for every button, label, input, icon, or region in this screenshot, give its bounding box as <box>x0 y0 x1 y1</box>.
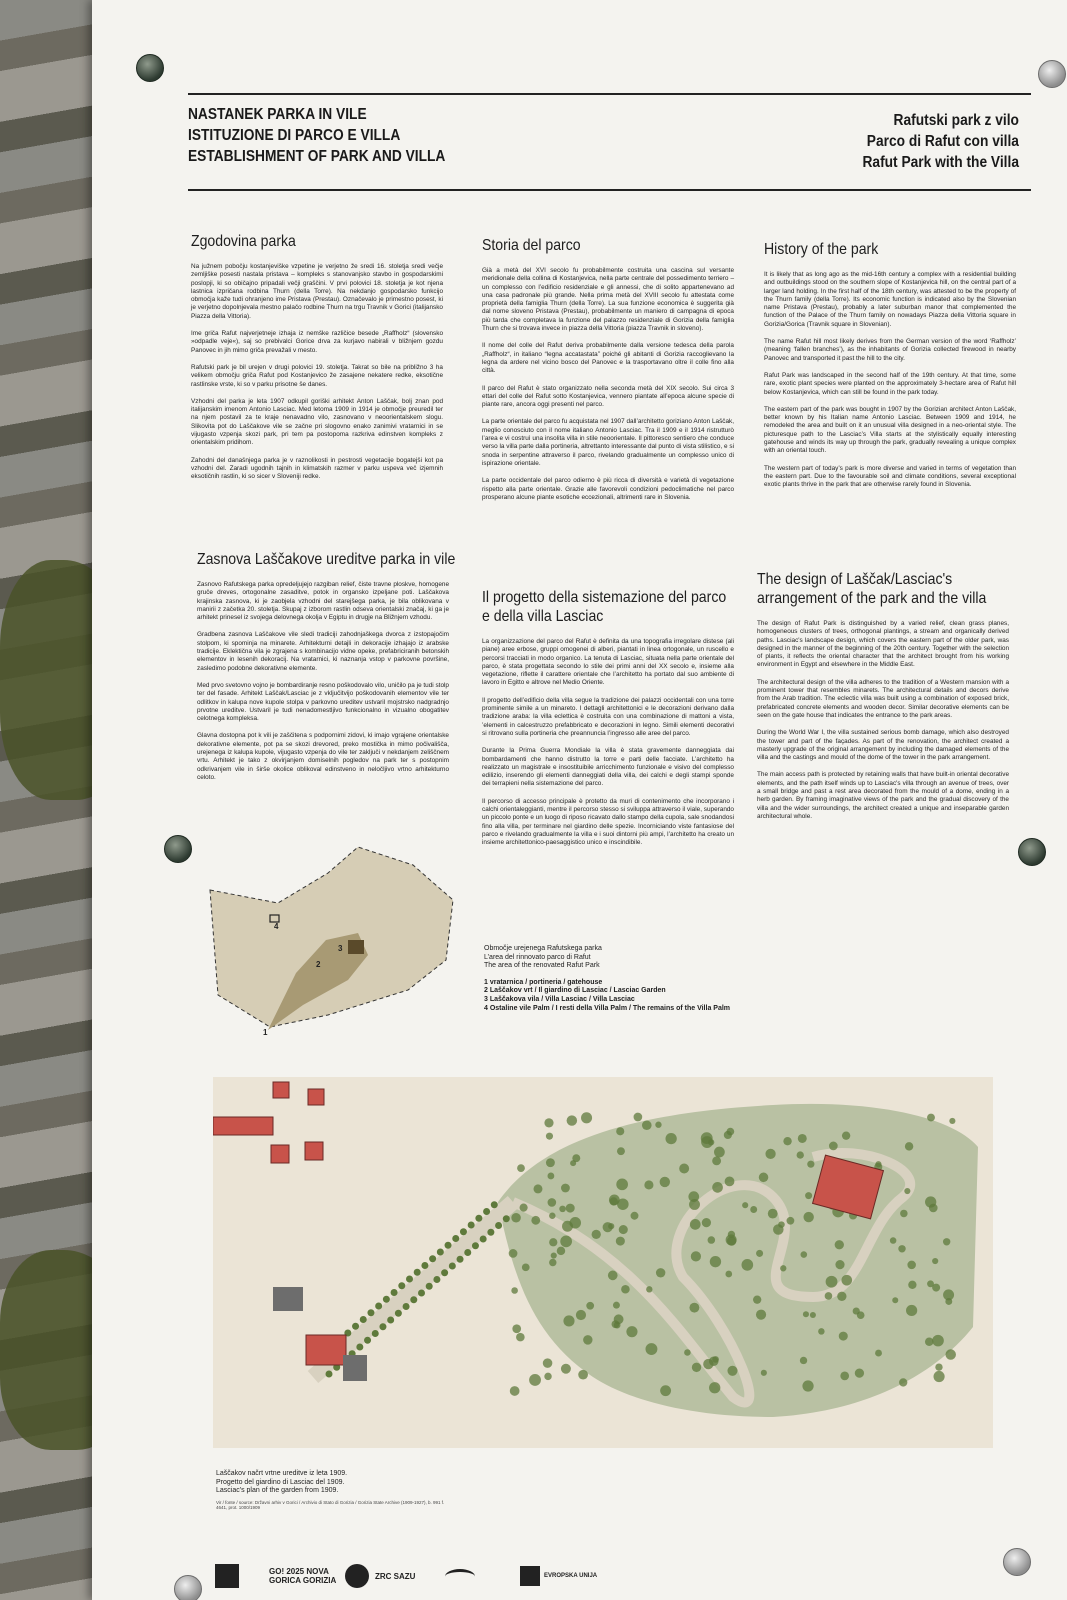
logo-zrc-sazu <box>345 1560 415 1592</box>
plan-tree <box>835 1260 844 1269</box>
plan-tree <box>810 1312 816 1318</box>
plan-avenue-tree <box>421 1262 428 1269</box>
paragraph: Durante la Prima Guerra Mondiale la villa è stata gravemente danneggiata dai bombardamenti che hanno distrutto la torre e parti delle facciate. L’architetto ha realizzato un magistrale e insostituibile arricchimento funzionale e visivo del complesso edilizio, inserendo gli elementi danneggiati della villa, dei calchi e degli stampi sponde dei terrapieni nella sistemazione del parco. <box>482 747 734 788</box>
plan-avenue-tree <box>472 1242 479 1249</box>
plan-tree <box>592 1230 601 1239</box>
plan-avenue-tree <box>457 1256 464 1263</box>
plan-avenue-tree <box>475 1215 482 1222</box>
plan-tree <box>692 1363 701 1372</box>
plan-tree <box>689 1199 700 1210</box>
plan-tree <box>634 1113 643 1122</box>
plan-tree <box>510 1386 520 1396</box>
section-heading: History of the park <box>764 241 879 258</box>
plan-tree <box>566 1204 575 1213</box>
plan-tree <box>759 1173 769 1183</box>
plan-avenue-tree <box>491 1201 498 1208</box>
plan-tree <box>778 1221 785 1228</box>
plan-tree <box>522 1263 530 1271</box>
plan-tree <box>712 1156 721 1165</box>
plan-tree <box>702 1218 711 1227</box>
plan-tree <box>840 1372 849 1381</box>
header-rule-top <box>188 93 1031 95</box>
plan-tree <box>907 1261 916 1270</box>
paragraph: Zasnovo Rafutskega parka opredeljujejo razgiban relief, čiste travne ploskve, homogene gruče dreves, ortogonalne zasaditve, potok in organsko izpeljane poti. Laščakova krajinska zasnova, ki je zaobjela vzhodni del starejšega parka, je bila oblikovana v manirii z začetka 20. stoletja. Skupaj z izborom rastlin odseva orientalski značaj, ki ga je arhitekt prinesel iz svojega delovnega okolja v Egiptu in drugje na Bližnjem vzhodu. <box>197 581 449 622</box>
paragraph: The architectural design of the villa adheres to the tradition of a Western mansion with a prominent tower that resembles minarets. The architectural details and decors derive from the Arab tradition. The eclectic villa was built using a combination of exposed brick, prefabricated concrete elements and wooden decor. Similar decorative elements can be seen on the gate house that indicates the entrance to the park areas. <box>757 678 1009 719</box>
plan-tree <box>619 1225 628 1234</box>
plan-avenue-tree <box>410 1296 417 1303</box>
plan-tree <box>780 1265 786 1271</box>
plan-tree <box>551 1252 557 1258</box>
plan-tree <box>906 1305 917 1316</box>
plan-gatehouse <box>306 1335 346 1365</box>
plan-tree <box>725 1176 735 1186</box>
plan-tree <box>905 1142 913 1150</box>
plan-avenue-tree <box>441 1269 448 1276</box>
plan-building <box>273 1082 289 1098</box>
legend-item: 3 Laščakova vila / Villa Lasciac / Villa Lasciac <box>484 995 635 1003</box>
logo-text: EVROPSKA UNIJA <box>544 1573 598 1579</box>
plan-tree <box>614 1314 624 1324</box>
paragraph: La parte occidentale del parco odierno è più ricca di diversità e varietà di vegetazione rispetto alla parte orientale. Grazie alle favorevoli condizioni pedoclimatiche nel parco prosperano alcune piante esotiche eccezionali, altrimenti rare in Slovenia. <box>482 477 734 501</box>
plan-tree <box>927 1280 934 1287</box>
plan-tree <box>908 1281 916 1289</box>
plan-avenue-tree <box>426 1283 433 1290</box>
plan-tree <box>548 1198 557 1207</box>
plan-tree <box>798 1134 807 1143</box>
map-legend <box>484 945 774 1013</box>
plan-tree <box>701 1132 713 1144</box>
plan-tree <box>875 1350 882 1357</box>
park-area-shape <box>210 847 453 1027</box>
plan-tree <box>703 1359 713 1369</box>
paragraph: Vzhodni del parka je leta 1907 odkupil goriški arhitekt Anton Laščak, bolj znan pod italijanskim imenom Antonio Lasciac. Med letoma 1909 in 1914 je območje preuredil ter na njem postavil za te kraje nenavadno vilo, zasnovano v neoorientalskem slogu. Slikovita pot do Laščakove vile se začne pri slogovno enako zanimivi vratarnici in se vijugasto vzpenja skozi park, pri tem pa postopoma razkriva edinstven kompleks z orientalskim pridihom. <box>191 397 443 447</box>
plan-tree <box>646 1286 652 1292</box>
plan-tree <box>690 1219 701 1230</box>
plan-tree <box>576 1310 586 1320</box>
bolt-icon <box>174 1575 202 1600</box>
bolt-icon <box>1003 1548 1031 1576</box>
plan-tree <box>531 1216 540 1225</box>
plan-avenue-tree <box>468 1222 475 1229</box>
arch-logo-icon <box>445 1569 475 1584</box>
paragraph: The main access path is protected by retaining walls that have built-in oriental decorative elements, and the path itself winds up to Lasciac's villa through an avenue of trees, over a small bridge and past a rest area decorated from the mould of a dome, ending in a herb garden. By framing imaginative views of the park and the gradual discovery of the villa and the wider surroundings, the architect created a unique and inseparable garden architectural whole. <box>757 771 1009 820</box>
plan-tree <box>927 1114 935 1122</box>
plan-tree <box>725 1271 732 1278</box>
plan-tree <box>617 1147 625 1155</box>
plan-tree <box>837 1292 846 1301</box>
plan-tree <box>900 1210 907 1217</box>
plan-tree <box>945 1298 952 1305</box>
plan-avenue-tree <box>364 1337 371 1344</box>
plan-avenue-tree <box>379 1323 386 1330</box>
plan-tree <box>949 1118 955 1124</box>
paragraph: Gradbena zasnova Laščakove vile sledi tradiciji zahodnjaškega dvorca z izstopajočim stolpom, ki spominja na minarete. Arhitekturni detajli in dekoracije izhajajo iz arabske tradicije. Eklektična vila je zgrajena s kombinacijo vidne opeke, prefabriciranih betonskih elementov in lesenih dekoracij. Na vratarnici, ki naznanja vstop v parkovne površine, zasledimo podobne dekorativne elemente. <box>197 631 449 672</box>
paragraph: Il progetto dell’edificio della villa segue la tradizione dei palazzi occidentali con una torre prominente simile a un minareto. I dettagli architettonici e le decorazioni derivano dalla tradizione araba: la villa eclettica è costruita con una combinazione di mattoni a vista, ’elementi in calcestruzzo prefabbricato e decorazioni in legno. Simili elementi decorativi si ritrovano sulla portineria che preannuncia l’ingresso alle aree del parco. <box>482 696 734 737</box>
column-english-design <box>757 570 1009 830</box>
plan-tree <box>783 1137 791 1145</box>
plan-tree <box>935 1363 942 1370</box>
plan-avenue-tree <box>480 1236 487 1243</box>
plan-tree <box>710 1256 721 1267</box>
plan-tree <box>559 1206 566 1213</box>
plan-tree <box>724 1131 732 1139</box>
plan-tree <box>560 1236 572 1248</box>
plan-tree <box>839 1332 848 1341</box>
plan-tree <box>898 1245 905 1252</box>
plan-avenue-tree <box>387 1317 394 1324</box>
plan-tree <box>572 1154 580 1162</box>
plan-avenue-tree <box>487 1229 494 1236</box>
plan-tree <box>511 1287 518 1294</box>
legend-caption: Območje urejenega Rafutskega parka <box>484 945 602 952</box>
plan-tree <box>616 1237 625 1246</box>
paragraph: Zahodni del današnjega parka je v raznolikosti in pestrosti vegetacije bogatejši kot pa vzhodni del. Zaradi ugodnih tajnih in klimatskih razmer v parku uspeva več izjemnih eksotičnih rastlin, ki so sicer v Sloveniji redke. <box>191 456 443 481</box>
section-heading: The design of Laščak/Lasciac's arrangement of the park and the villa <box>757 571 987 607</box>
plan-tree <box>544 1373 551 1380</box>
paragraph: Rafutski park je bil urejen v drugi polovici 19. stoletja. Takrat so bile na približno 3 ha velikem območju griča Rafut pod Kostanjevico že zasajene nekatere redke, eksotične rastlinske vrste, ki so v parku prisotne še danes. <box>191 363 443 388</box>
plan-tree <box>855 1369 864 1378</box>
logo-text: ZRC SAZU <box>375 1571 416 1581</box>
title-english: Rafut Park with the Villa <box>862 154 1019 171</box>
column-italian <box>482 236 734 511</box>
plan-tree <box>626 1326 637 1337</box>
title-slovene: Rafutski park z vilo <box>893 112 1019 129</box>
plan-avenue-tree <box>449 1263 456 1270</box>
section-heading: Zasnova Laščakove ureditve parka in vile <box>197 551 456 568</box>
plan-avenue-tree <box>403 1303 410 1310</box>
plan-tree <box>533 1184 542 1193</box>
paragraph: La parte orientale del parco fu acquistata nel 1907 dall’architetto goriziano Anton Laščak, meglio conosciuto con il nome italiano Antonio Lasciac. Tra il 1909 e il 1914 ristrutturò l’area e vi costruì una insolita villa in stile neoorientale. Il pittoresco sentiero che conduce verso la villa parte dalla portineria, altrettanto interessante dal punto di vista stilistico, e si snoda in serpentine attraverso il parco, rivelando gradualmente un complesso unico di ispirazione orientale. <box>482 418 734 467</box>
plan-tree <box>761 1370 767 1376</box>
plan-tree <box>750 1206 757 1213</box>
plan-tree <box>904 1188 910 1194</box>
partner-logos <box>215 1560 635 1592</box>
plan-tree <box>932 1258 938 1264</box>
plan-tree <box>561 1364 571 1374</box>
plan-tree <box>708 1236 716 1244</box>
paragraph: Rafut Park was landscaped in the second half of the 19th century. At that time, some rare, exotic plant species were planted on the approximately 3-hectare area of Rafut hill below Kostanjevica, which can still be found in the park today. <box>764 371 1016 396</box>
park-area-map <box>208 845 456 1040</box>
plan-tree <box>803 1311 809 1317</box>
paragraph: The design of Rafut Park is distinguished by a varied relief, clean grass planes, homogeneous clusters of trees, orthogonal plantings, a stream and organically derived paths. Lasciac's landscape design, which covers the eastern part of the older park, was designed in the manner of the beginning of the 20th century. Together with the selection of plants, it reflects the oriental character that the architect brought from his working environment in Egypt and elsewhere in the Middle East. <box>757 620 1009 669</box>
header-rule-bottom <box>188 189 1031 191</box>
logo-eu <box>520 1560 597 1592</box>
bolt-icon <box>164 835 192 863</box>
column-slovene <box>191 232 443 491</box>
plan-tree <box>613 1302 620 1309</box>
municipality-logo-icon <box>215 1564 239 1588</box>
plan-tree <box>712 1182 723 1193</box>
plan-avenue-tree <box>360 1316 367 1323</box>
plan-tree <box>899 1378 907 1386</box>
legend-caption: The area of the renovated Rafut Park <box>484 962 600 970</box>
plan-tree <box>557 1247 565 1255</box>
plan-tree <box>727 1236 736 1245</box>
paragraph: Il nome del colle del Rafut deriva probabilmente dalla versione tedesca della parola „Raffholz“, in italiano “legna accatastata” poiché gli abitanti di Gorizia raccoglievano la legna da ardere nel vicino bosco del Panovec e la trasportavano oltre il colle fino alla città. <box>482 342 734 375</box>
plan-tree <box>563 1315 574 1326</box>
plan-tree <box>800 1357 807 1364</box>
logo-arch <box>445 1560 475 1592</box>
plan-tree <box>943 1238 950 1245</box>
plan-avenue-tree <box>406 1276 413 1283</box>
legend-caption: L’area del rinnovato parco di Rafut <box>484 953 591 961</box>
plan-avenue-tree <box>352 1323 359 1330</box>
plan-avenue-tree <box>503 1215 510 1222</box>
plan-tree <box>892 1297 898 1303</box>
plan-avenue-tree <box>445 1242 452 1249</box>
plan-building <box>273 1287 303 1311</box>
title-slovene: NASTANEK PARKA IN VILE <box>188 106 367 123</box>
plan-tree <box>656 1268 665 1277</box>
logo-text: GO! 2025 NOVA GORICA GORIZIA <box>269 1567 337 1585</box>
plan-tree <box>768 1209 778 1219</box>
plan-tree <box>756 1250 763 1257</box>
plan-tree <box>689 1303 699 1313</box>
plan-avenue-tree <box>414 1269 421 1276</box>
villa-shape <box>348 940 364 954</box>
title-italian: Parco di Rafut con villa <box>866 133 1019 150</box>
bolt-icon <box>1038 60 1066 88</box>
plan-tree <box>549 1212 555 1218</box>
plan-avenue-tree <box>460 1228 467 1235</box>
plan-tree <box>925 1337 933 1345</box>
plan-tree <box>765 1149 775 1159</box>
paragraph: Glavna dostopna pot k vili je zaščitena s podpornimi zidovi, ki imajo vgrajene orientalske dekorativne elemente, pot pa se skozi drevored, preko mostička in mimo počivališča, urejenega iz kalupa kupole, vijugasto vzpenja do vile ter zaključi v nekdanjem zeliščnem vrtu. Arhitekt je tako z okvirjanjem domiselnih pogledov na park ter s postopnim odkrivanjem vile in širše okolice oblikoval edinstveno in neločljivo vrtno arhitekturno celoto. <box>197 732 449 781</box>
plan-caption-line: Laščakov načrt vrtne ureditve iz leta 1909. <box>216 1470 348 1477</box>
plan-tree <box>933 1371 944 1382</box>
plan-avenue-tree <box>452 1235 459 1242</box>
plan-tree <box>741 1259 753 1271</box>
plan-tree <box>802 1380 813 1391</box>
plan-tree <box>665 1133 676 1144</box>
map-label-1: 1 <box>263 1028 268 1037</box>
header-title-right <box>863 110 1019 173</box>
eu-logo-icon <box>520 1566 540 1586</box>
plan-tree <box>529 1374 541 1386</box>
plan-tree <box>645 1343 657 1355</box>
plan-tree <box>807 1161 814 1168</box>
plan-tree <box>932 1335 944 1347</box>
plan-tree <box>581 1112 592 1123</box>
plan-tree <box>617 1198 629 1210</box>
plan-avenue-tree <box>437 1249 444 1256</box>
plan-tree <box>742 1202 748 1208</box>
plan-avenue-tree <box>367 1309 374 1316</box>
map-label-4: 4 <box>274 922 279 931</box>
plan-source: Vir / fonte / source: Državni arhiv v Gorici / Archivio di Stato di Gorizia / Gorizia State Archive (1909-1927), b. 991 f. 4641, prot. 1000/1909 <box>216 1499 445 1511</box>
plan-tree <box>546 1133 553 1140</box>
bolt-icon <box>136 54 164 82</box>
plan-tree <box>842 1131 850 1139</box>
column-italian-design <box>482 588 734 857</box>
plan-tree <box>616 1127 624 1135</box>
plan-tree <box>660 1385 671 1396</box>
plan-avenue-tree <box>356 1344 363 1351</box>
legend-item: 2 Laščakov vrt / Il giardino di Lasciac / Lasciac Garden <box>484 987 666 995</box>
plan-tree <box>801 1251 808 1258</box>
paragraph: During the World War I, the villa sustained serious bomb damage, which also destroyed the tower and part of the façades. As part of the renovation, the architect created a masterly upgrade of the original arrangement by including the damaged elements of the villa and the castings and mould of the dome of the tower in the park arrangement. <box>757 729 1009 762</box>
plan-tree <box>520 1204 528 1212</box>
plan-tree <box>512 1324 521 1333</box>
paragraph: It is likely that as long ago as the mid-16th century a complex with a residential building and outbuildings stood on the southern slope of Kostanjevica hill, on the central part of a larger land holding. In the first half of the 18th century, was attested to be the property of the Thurn family (della Torre). Its economic function is indicated also by the Slovenian name Pristava (Prestau), probably a later suburban manor that complemented the function of the Palace of the Thurn family on nowadays Piazza della Vittoria square in Gorizia/Gorica (Travnik square in Slovenian). <box>764 271 1016 328</box>
paragraph: The eastern part of the park was bought in 1907 by the Gorizian architect Anton Laščak, better known by his Italian name Antonio Lasciac. Between 1909 and 1914, he remodeled the area and built on it an unusual villa designed in a neo-oriental style. The picturesque path to the Lasciac’s Villa starts at the stylistically equally interesting gatehouse and winds its way up through the park, gradually revealing a unique complex with an oriental touch. <box>764 405 1016 455</box>
plan-building <box>305 1142 323 1160</box>
plan-building <box>213 1117 273 1135</box>
plan-tree <box>567 1115 577 1125</box>
plan-caption-line: Lasciac's plan of the garden from 1909. <box>216 1487 339 1495</box>
plan-tree <box>835 1240 844 1249</box>
plan-tree <box>549 1259 556 1266</box>
plan-tree <box>660 1177 670 1187</box>
plan-tree <box>608 1223 614 1229</box>
plan-tree <box>586 1302 594 1310</box>
paragraph: The name Rafut hill most likely derives from the German version of the word ‘Raffholz’ (meaning ‘fallen branches’), as the inhabitants of Gorizia collected firewood in nearby Panovec and transported it past the hill to the city. <box>764 338 1016 362</box>
plan-tree <box>945 1349 956 1360</box>
plan-avenue-tree <box>383 1296 390 1303</box>
paragraph: Il percorso di accesso principale è protetto da muri di contenimento che incorporano i calchi orientaleggianti, mentre il percorso stesso si sviluppa attraverso il viale, superando un piccolo ponte e un luogo di riposo ricavato dallo stampo della cupola, sale snodandosi fino alla villa, per terminare nel giardino delle spezie. Incorniciando viste fantasiose del parco e rivelando gradualmente la villa e i suoi dintorni più ampi, l’architetto ha creato un insieme architettonico-paesaggistico unico e inscindibile. <box>482 797 734 847</box>
plan-tree <box>517 1164 525 1172</box>
section-heading: Il progetto della sistemazione del parco e della villa Lasciac <box>482 589 727 625</box>
plan-avenue-tree <box>429 1255 436 1262</box>
plan-tree <box>544 1118 553 1127</box>
plan-avenue-tree <box>375 1303 382 1310</box>
paragraph: Ime griča Rafut najverjetneje izhaja iz nemške različice besede „Raffholz“ (slovensko »odpadle veje«), saj so prebivalci Gorice drva za kurjavo nabirali v bližnjem gozdu Panovec in jih mimo griča prevažali v mesto. <box>191 330 443 354</box>
paragraph: Già a metà del XVI secolo fu probabilmente costruita una cascina sul versante meridionale della collina di Kostanjevica, nella parte centrale del possedimento terriero – un complesso con l’edificio residenziale e gli annessi, che di solito appartenevano ad una casa padronale più grande. Nella prima metà del XVIII secolo fu attestata come proprietà della famiglia Thurn (della Torre). La sua funzione economica è suggerita già dal nome sloveno Pristava (Prestau), probabilmente un maniero di campagna di epoca più tarda che completava la funzione del palazzo residenziale di Gorizia della famiglia Thurn che si trovava invece in piazza della Vittoria (piazza Travnik in sloveno). <box>482 267 734 333</box>
plan-tree <box>655 1122 661 1128</box>
plan-tree <box>621 1285 630 1294</box>
plan-tree <box>610 1197 618 1205</box>
plan-tree <box>644 1180 653 1189</box>
plan-tree <box>829 1142 838 1151</box>
plan-tree <box>578 1370 588 1380</box>
section-heading: Zgodovina parka <box>191 233 296 250</box>
paragraph: The western part of today’s park is more diverse and varied in terms of vegetation than the eastern part. Due to the favourable soil and climate conditions, several exceptional exotic plants thrive in the park that are otherwise rarely found in Slovenia. <box>764 464 1016 489</box>
plan-tree <box>509 1249 518 1258</box>
plan-tree <box>753 1295 761 1303</box>
plan-tree <box>616 1178 628 1190</box>
plan-tree <box>853 1307 860 1314</box>
plan-tree <box>511 1213 521 1223</box>
plan-tree <box>787 1217 795 1225</box>
plan-tree <box>714 1147 725 1158</box>
column-english <box>764 240 1016 499</box>
plan-tree <box>546 1158 555 1167</box>
plan-tree <box>841 1275 852 1286</box>
paragraph: Med prvo svetovno vojno je bombardiranje resno poškodovalo vilo, uničilo pa je tudi stolp ter del fasade. Arhitekt Laščak/Lasciac je z vključitvijo poškodovanih elementov vile ter odlitkov in kalupa nove kupole stolpa v parkovno ureditev ustvaril mojstrsko nadgradnjo prvotne ureditve. Ustvaril je tudi nenadomestljivo funkcionalno in vizualno obogatitev celotnega kompleksa. <box>197 681 449 723</box>
plan-tree <box>709 1382 720 1393</box>
plan-tree <box>803 1212 813 1222</box>
plan-avenue-tree <box>495 1222 502 1229</box>
plan-avenue-tree <box>418 1290 425 1297</box>
plan-tree <box>805 1192 812 1199</box>
plan-tree <box>756 1310 766 1320</box>
plan-building <box>271 1145 289 1163</box>
zrc-sazu-logo-icon <box>345 1564 369 1588</box>
header-title-left <box>188 104 445 167</box>
plan-avenue-tree <box>483 1208 490 1215</box>
plan-tree <box>608 1271 618 1281</box>
plan-tree <box>631 1212 639 1220</box>
plan-tree <box>679 1164 689 1174</box>
map-label-3: 3 <box>338 944 343 953</box>
plan-caption <box>216 1470 446 1511</box>
paragraph: Na južnem pobočju kostanjeviške vzpetine je verjetno že sredi 16. stoletja sredi večje zemljiške posesti nastala pristava – kompleks s stanovanjsko stavbo in gospodarskimi poslopji, ki so običajno pripadali večji graščini. V prvi polovici 18. stoletja je kot njena lastnica izpričana rodbina Thurn (della Torre). Na nekdanjo gospodarsko funkcijo območja kaže tudi ohranjeno ime Pristava (Prestau). Označevalo je primestno posest, ki je verjetno dopolnjevala mestno palačo rodbine Thurn na trgu Travnik v Gorici (italijansko Piazza della Vittoria). <box>191 263 443 320</box>
plan-building <box>343 1355 367 1381</box>
section-heading: Storia del parco <box>482 237 581 254</box>
plan-tree <box>543 1358 553 1368</box>
map-label-2: 2 <box>316 960 321 969</box>
paragraph: La organizzazione del parco del Rafut è definita da una topografia irregolare distese (ali piane) aree erbose, gruppi omogenei di alberi, piantati in linea ortogonale, un ruscello e percorsi tracciati in modo organico. La tenuta di Lasciac, situata nella parte orientale del parco, è stata progettata secondo lo stile dei primi anni del XX secolo e, insieme alla vegetazione, riflette il carattere orientale che l’architetto ha portato dal suo ambiente di lavoro in Egitto e altrove nel Medio Oriente. <box>482 638 734 687</box>
title-english: ESTABLISHMENT OF PARK AND VILLA <box>188 148 446 165</box>
plan-tree <box>583 1335 592 1344</box>
plan-tree <box>818 1328 825 1335</box>
plan-tree <box>642 1120 652 1130</box>
plan-avenue-tree <box>372 1330 379 1337</box>
plan-tree <box>925 1196 936 1207</box>
plan-tree <box>549 1238 557 1246</box>
plan-tree <box>561 1184 570 1193</box>
legend-item: 1 vratarnica / portineria / gatehouse <box>484 978 603 986</box>
plan-avenue-tree <box>398 1282 405 1289</box>
legend-item: 4 Ostaline vile Palm / I resti della Villa Palm / The remains of the Villa Palm <box>484 1004 731 1012</box>
plan-caption-line: Progetto del giardino di Lasciac del 1909. <box>216 1478 345 1486</box>
plan-avenue-tree <box>326 1371 333 1378</box>
plan-tree <box>890 1237 897 1244</box>
plan-tree <box>516 1333 525 1342</box>
plan-tree <box>569 1217 581 1229</box>
logo-go2025 <box>215 1560 339 1592</box>
plan-tree <box>826 1276 838 1288</box>
plan-tree <box>684 1349 691 1356</box>
plan-tree <box>797 1151 804 1158</box>
plan-avenue-tree <box>391 1289 398 1296</box>
bolt-icon <box>1018 838 1046 866</box>
plan-tree <box>825 1292 833 1300</box>
plan-avenue-tree <box>464 1249 471 1256</box>
plan-tree <box>691 1251 701 1261</box>
column-slovene-design <box>197 550 456 791</box>
title-italian: ISTITUZIONE DI PARCO E VILLA <box>188 127 401 144</box>
plan-avenue-tree <box>395 1310 402 1317</box>
plan-tree <box>727 1366 737 1376</box>
plan-tree <box>547 1173 554 1180</box>
garden-plan-1909 <box>213 1077 993 1448</box>
plan-tree <box>712 1356 719 1363</box>
paragraph: Il parco del Rafut è stato organizzato nella seconda metà del XIX secolo. Sui circa 3 ettari del colle del Rafut sotto Kostanjevica, vennero piantate all’epoca alcune specie di piante rare, ancora oggi presenti nel parco. <box>482 384 734 409</box>
plan-building <box>308 1089 324 1105</box>
plan-avenue-tree <box>433 1276 440 1283</box>
